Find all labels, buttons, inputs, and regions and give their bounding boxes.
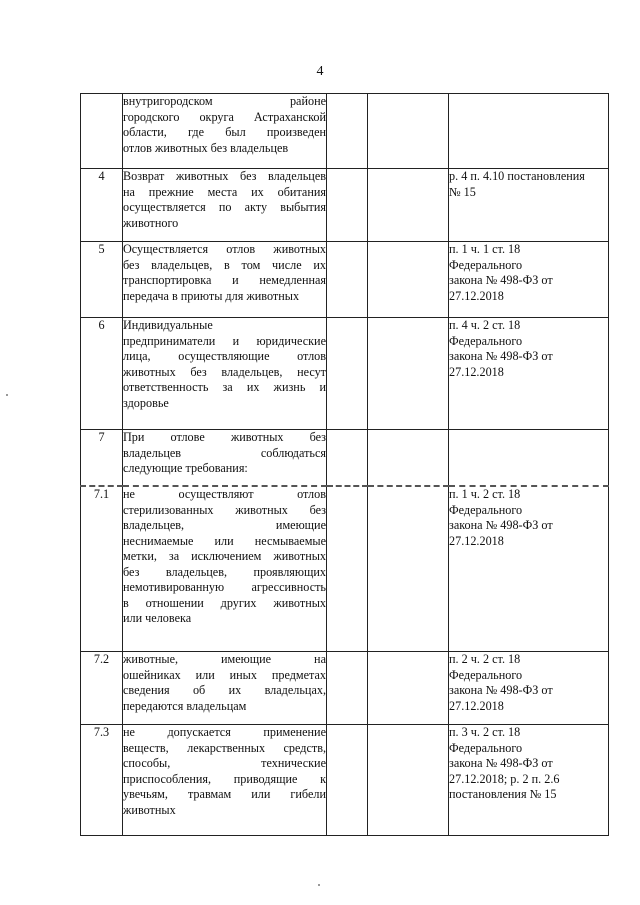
reference-line: 27.12.2018 xyxy=(449,288,504,303)
reference-line: закона № 498-ФЗ от xyxy=(449,273,553,287)
requirement-line: здоровье xyxy=(123,395,169,410)
table-row xyxy=(81,318,609,430)
column-d-cell xyxy=(368,430,449,487)
requirement-line: животные, имеющие на xyxy=(123,652,326,666)
requirement-line: веществ, лекарственных средств, xyxy=(123,740,326,755)
requirement-cell xyxy=(123,242,327,318)
requirement-line: Индивидуальные xyxy=(123,318,213,332)
table-row xyxy=(81,169,609,242)
requirement-line: животных без владельцев, несут xyxy=(123,364,326,379)
column-c-cell xyxy=(327,242,368,318)
requirement-line: стерилизованных животных без xyxy=(123,502,326,517)
reference-line: закона № 498-ФЗ от xyxy=(449,683,553,697)
column-d-cell xyxy=(368,242,449,318)
table-row xyxy=(81,94,609,169)
row-number: 7.1 xyxy=(81,486,123,652)
requirement-line: городского округа Астраханской xyxy=(123,109,326,124)
row-number xyxy=(81,94,123,169)
requirement-line: Возврат животных без владельцев xyxy=(123,169,326,183)
requirement-cell xyxy=(123,652,327,725)
reference-line: р. 4 п. 4.10 постановления xyxy=(449,169,585,183)
requirement-line: не допускается применение xyxy=(123,725,326,739)
legal-reference-cell xyxy=(449,725,609,836)
column-d-cell xyxy=(368,486,449,652)
requirement-line: владельцев, имеющие xyxy=(123,518,326,532)
reference-line: п. 4 ч. 2 ст. 18 xyxy=(449,318,521,332)
table-row xyxy=(81,430,609,487)
reference-line: п. 1 ч. 1 ст. 18 xyxy=(449,242,521,256)
requirement-line: метки, за исключением животных xyxy=(123,549,326,563)
requirement-line: без владельцев, в том числе их xyxy=(123,257,326,272)
requirement-line: Осуществляется отлов животных xyxy=(123,242,326,256)
reference-line: 27.12.2018; р. 2 п. 2.6 xyxy=(449,771,560,786)
reference-line: № 15 xyxy=(449,184,476,199)
requirement-line: не осуществляют отлов xyxy=(123,487,326,501)
column-c-cell xyxy=(327,725,368,836)
reference-line: 27.12.2018 xyxy=(449,698,504,713)
requirement-line: сведения об их владельцах, xyxy=(123,683,326,697)
requirement-line: внутригородском районе xyxy=(123,94,326,108)
column-d-cell xyxy=(368,94,449,169)
requirement-line: приспособления, приводящие к xyxy=(123,771,326,786)
requirement-line: ответственность за их жизнь и xyxy=(123,380,326,394)
legal-reference-cell xyxy=(449,430,609,487)
requirement-line: передаются владельцам xyxy=(123,698,247,713)
row-number: 7 xyxy=(81,430,123,487)
requirement-line: предприниматели и юридические xyxy=(123,333,326,348)
reference-line: закона № 498-ФЗ от xyxy=(449,518,553,532)
requirement-line: следующие требования: xyxy=(123,461,248,475)
requirement-cell xyxy=(123,486,327,652)
row-number: 7.2 xyxy=(81,652,123,725)
requirement-line: без владельцев, проявляющих xyxy=(123,564,326,579)
requirement-line: в отношении других животных xyxy=(123,595,326,610)
reference-line: 27.12.2018 xyxy=(449,364,504,379)
requirement-cell xyxy=(123,94,327,169)
table-row xyxy=(81,652,609,725)
table-row xyxy=(81,725,609,836)
column-d-cell xyxy=(368,169,449,242)
column-d-cell xyxy=(368,725,449,836)
reference-line: постановления № 15 xyxy=(449,787,557,801)
legal-reference-cell xyxy=(449,652,609,725)
requirement-cell xyxy=(123,169,327,242)
column-c-cell xyxy=(327,94,368,169)
scan-speck xyxy=(6,394,8,396)
requirement-cell xyxy=(123,725,327,836)
requirement-line: владельцев соблюдаться xyxy=(123,445,326,460)
table-row xyxy=(81,242,609,318)
requirement-line: транспортировка и немедленная xyxy=(123,273,326,287)
column-c-cell xyxy=(327,430,368,487)
reference-line: 27.12.2018 xyxy=(449,533,504,548)
requirement-line: неснимаемые или несмываемые xyxy=(123,533,326,548)
legal-reference-cell xyxy=(449,94,609,169)
page-number: 4 xyxy=(316,64,324,79)
row-number: 6 xyxy=(81,318,123,430)
requirement-line: ошейниках или иных предметах xyxy=(123,667,326,682)
column-c-cell xyxy=(327,169,368,242)
reference-line: закона № 498-ФЗ от xyxy=(449,349,553,363)
requirement-line: При отлове животных без xyxy=(123,430,326,444)
column-c-cell xyxy=(327,652,368,725)
legal-reference-cell xyxy=(449,169,609,242)
reference-line: закона № 498-ФЗ от xyxy=(449,756,553,770)
requirement-line: животных xyxy=(123,802,176,817)
requirements-table xyxy=(80,93,609,836)
requirement-cell xyxy=(123,318,327,430)
reference-line: Федерального xyxy=(449,333,523,348)
reference-line: Федерального xyxy=(449,502,523,517)
legal-reference-cell xyxy=(449,486,609,652)
requirement-line: осуществляется по акту выбытия xyxy=(123,200,326,214)
requirement-line: передача в приюты для животных xyxy=(123,288,300,303)
row-number: 4 xyxy=(81,169,123,242)
requirement-line: увечьям, травмам или гибели xyxy=(123,787,326,801)
requirement-line: немотивированную агрессивность xyxy=(123,580,326,594)
requirement-line: или человека xyxy=(123,611,192,625)
column-d-cell xyxy=(368,652,449,725)
requirement-line: лица, осуществляющие отлов xyxy=(123,349,326,363)
column-d-cell xyxy=(368,318,449,430)
column-c-cell xyxy=(327,318,368,430)
reference-line: Федерального xyxy=(449,257,523,272)
requirement-line: животного xyxy=(123,215,179,230)
legal-reference-cell xyxy=(449,318,609,430)
reference-line: п. 3 ч. 2 ст. 18 xyxy=(449,725,521,739)
table-row xyxy=(81,486,609,652)
column-c-cell xyxy=(327,486,368,652)
requirement-line: области, где был произведен xyxy=(123,125,326,139)
scan-speck xyxy=(318,884,320,886)
row-number: 5 xyxy=(81,242,123,318)
requirement-line: на прежние места их обитания xyxy=(123,184,326,199)
requirement-line: способы, технические xyxy=(123,756,326,770)
reference-line: Федерального xyxy=(449,740,523,755)
requirement-cell xyxy=(123,430,327,487)
requirement-line: отлов животных без владельцев xyxy=(123,140,289,155)
reference-line: п. 2 ч. 2 ст. 18 xyxy=(449,652,521,666)
legal-reference-cell xyxy=(449,242,609,318)
reference-line: Федерального xyxy=(449,667,523,682)
reference-line: п. 1 ч. 2 ст. 18 xyxy=(449,487,521,501)
row-number: 7.3 xyxy=(81,725,123,836)
